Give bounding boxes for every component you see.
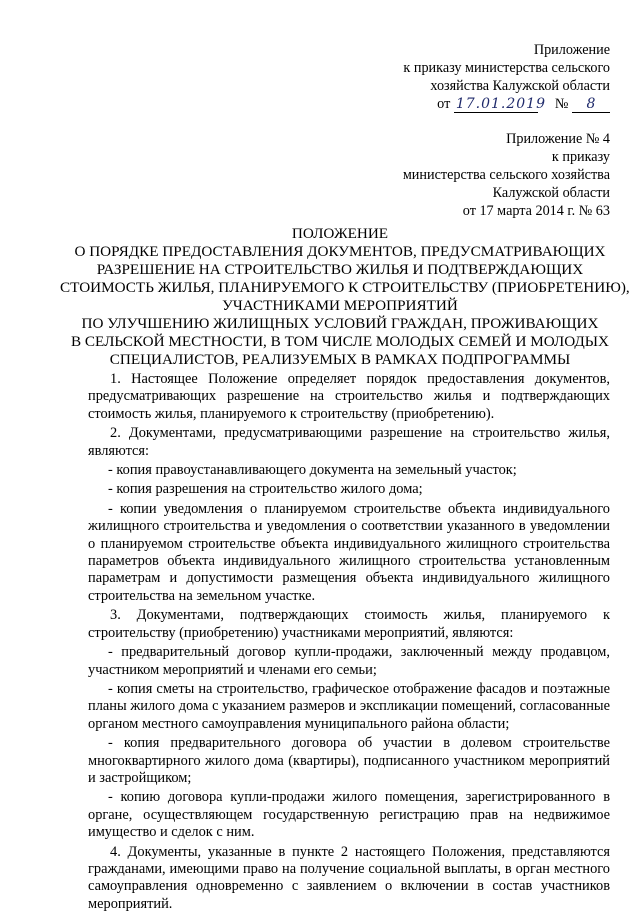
appendix-4-line-2: министерства сельского хозяйства: [402, 167, 610, 183]
handwritten-number: 8: [572, 97, 610, 113]
appendix-date-number-row: [403, 95, 610, 115]
title-line: РАЗРЕШЕНИЕ НА СТРОИТЕЛЬСТВО ЖИЛЬЯ И ПОДТВЕРЖДАЮЩИХ: [96, 261, 584, 278]
title-line: УЧАСТНИКАМИ МЕРОПРИЯТИЙ: [222, 297, 458, 314]
title-line: ПОЛОЖЕНИЕ: [291, 225, 389, 242]
document-body: [88, 371, 610, 915]
paragraph-2: 2. Документами, предусматривающими разрешение на строительство жилья, являются:: [88, 425, 610, 459]
appendix-title: Приложение: [533, 42, 610, 58]
list-item: - копия правоустанавливающего документа на земельный участок;: [108, 462, 517, 479]
list-item: - копию договора купли-продажи жилого помещения, зарегистрированного в органе, осуществляющем государственную регистрацию прав на недвижимое имущество и сделок с ним.: [88, 789, 610, 841]
list-item: - предварительный договор купли-продажи, заключенный между продавцом, участником мероприятий и членами его семьи;: [88, 644, 610, 678]
title-line: СПЕЦИАЛИСТОВ, РЕАЛИЗУЕМЫХ В РАМКАХ ПОДПРОГРАММЫ: [109, 351, 571, 368]
title-line: О ПОРЯДКЕ ПРЕДОСТАВЛЕНИЯ ДОКУМЕНТОВ, ПРЕДУСМАТРИВАЮЩИХ: [74, 243, 606, 260]
appendix-4-line-1: к приказу: [551, 149, 610, 165]
appendix-4-title: Приложение № 4: [506, 131, 610, 147]
paragraph-3: 3. Документами, подтверждающих стоимость жилья, планируемого к строительству (приобретению) участниками мероприятий, являются:: [88, 607, 610, 641]
list-item: - копии уведомления о планируемом строительстве объекта индивидуального жилищного строительства и уведомления о соответствии указанного в уведомлении о планируемом строительстве объекта индивидуального жилищного строительства параметров объекта индивидуального жилищного строительства установленным параметрам и допустимости размещения объекта индивидуального жилищного строительства на земельном участке.: [88, 500, 610, 604]
paragraph-4: 4. Документы, указанные в пункте 2 настоящего Положения, представляются гражданами, имеющими право на получение социальной выплаты, в орган местного самоуправления одновременно с заявлением о включении в состав участников мероприятий.: [88, 843, 610, 912]
title-line: ПО УЛУЧШЕНИЮ ЖИЛИЩНЫХ УСЛОВИЙ ГРАЖДАН, ПРОЖИВАЮЩИХ: [81, 315, 599, 332]
handwritten-date: 17.01.2019: [455, 96, 546, 112]
appendix-line-1: к приказу министерства сельского: [403, 60, 610, 76]
appendix-line-2: хозяйства Калужской области: [430, 78, 610, 94]
appendix-header: [403, 41, 610, 115]
appendix-4-line-3: Калужской области: [492, 185, 610, 201]
from-label: от: [437, 96, 451, 112]
appendix-4-line-4: от 17 марта 2014 г. № 63: [462, 203, 610, 219]
number-label: №: [554, 96, 569, 112]
title-line: В СЕЛЬСКОЙ МЕСТНОСТИ, В ТОМ ЧИСЛЕ МОЛОДЫХ СЕМЕЙ И МОЛОДЫХ: [70, 333, 610, 350]
list-item: - копия разрешения на строительство жилого дома;: [108, 481, 423, 498]
list-item: - копия сметы на строительство, графическое отображение фасадов и поэтажные планы жилого дома с указанием размеров и экспликации помещений, согласованные органом местного самоуправления муниципального района области;: [88, 680, 610, 732]
appendix-4-header: [403, 130, 610, 220]
paragraph-1: 1. Настоящее Положение определяет порядок предоставления документов, предусматривающих разрешение на строительство жилья и подтверждающих стоимость жилья, планируемого к строительству (приобретению).: [88, 371, 610, 422]
title-line: СТОИМОСТЬ ЖИЛЬЯ, ПЛАНИРУЕМОГО К СТРОИТЕЛЬСТВУ (ПРИОБРЕТЕНИЮ),: [60, 279, 630, 296]
document-title: [60, 225, 630, 369]
list-item: - копия предварительного договора об участии в долевом строительстве многоквартирного жилого дома (квартиры), подписанного участником мероприятий и застройщиком;: [88, 735, 610, 786]
